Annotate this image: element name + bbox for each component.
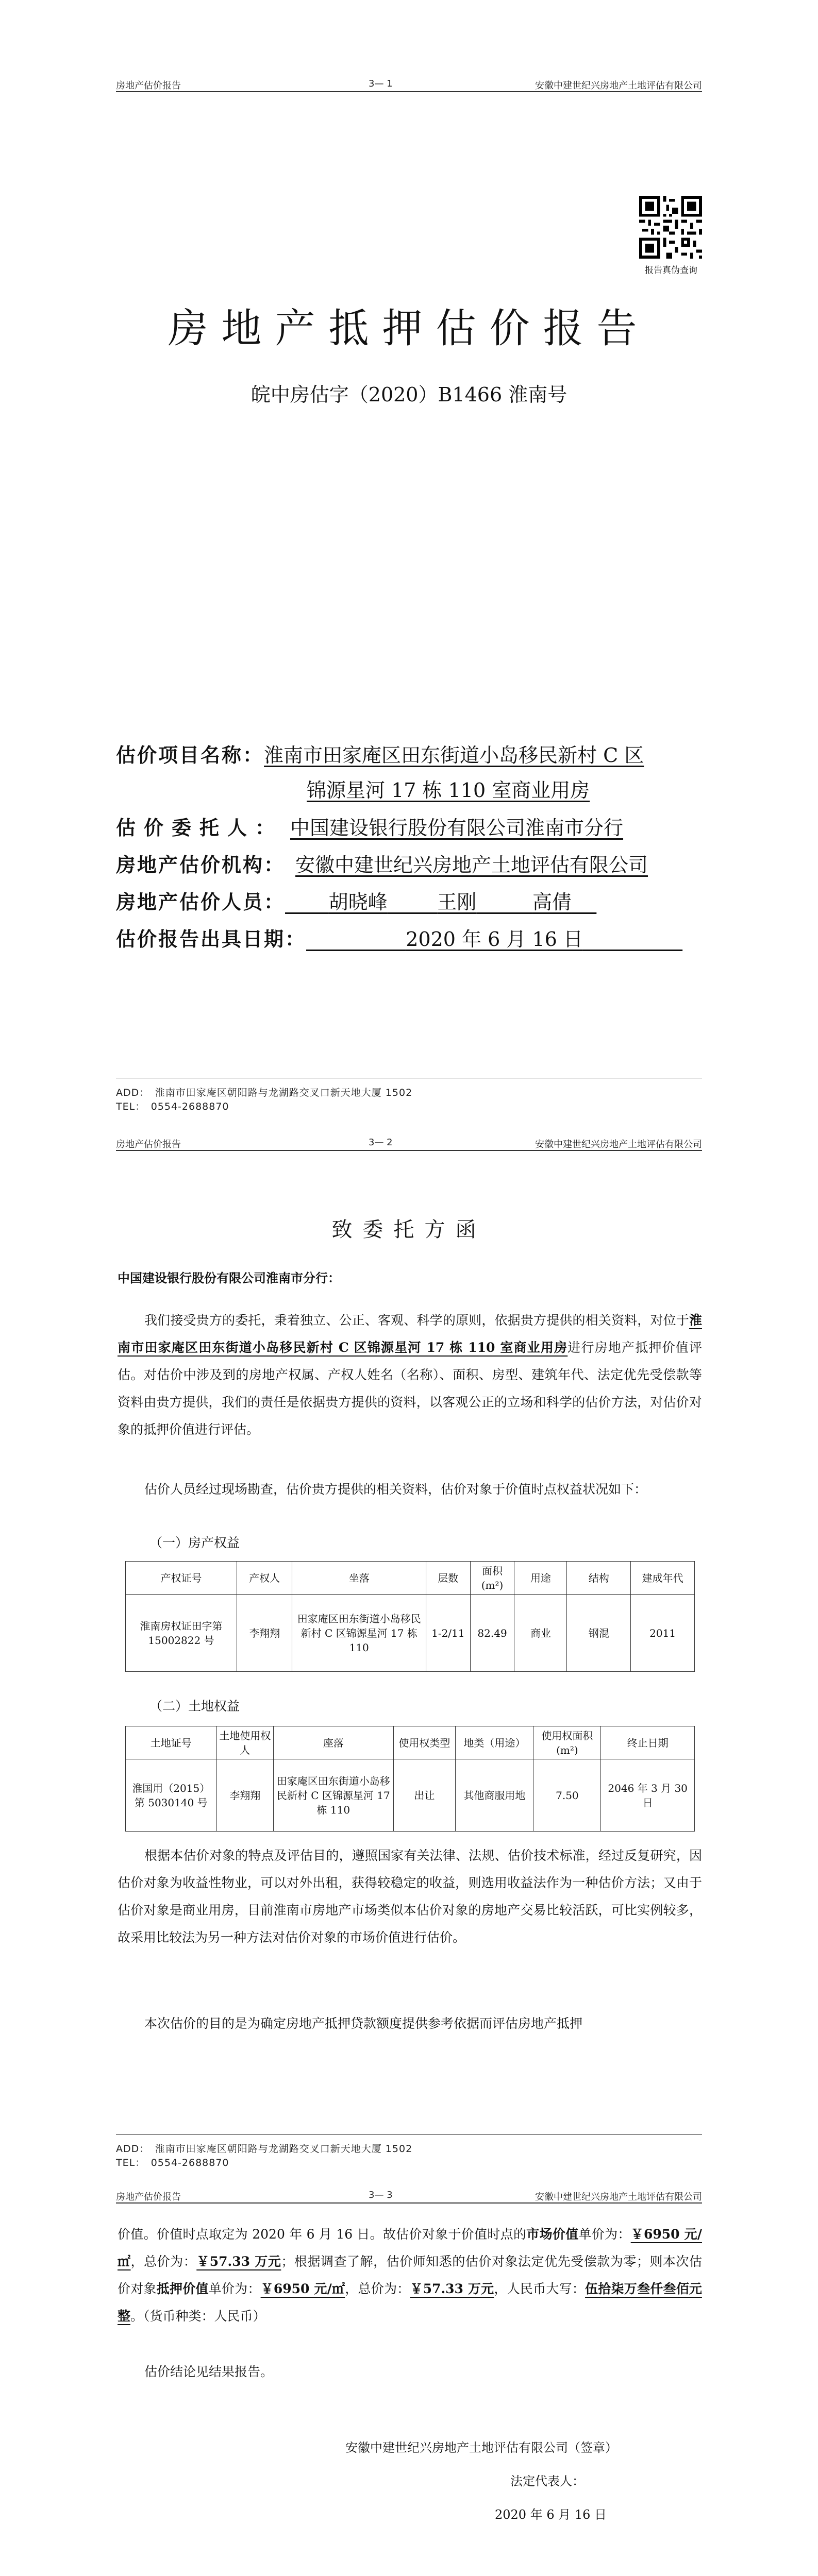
p5-market-value-label: 市场价值 bbox=[526, 2227, 579, 2242]
client-label: 估价委托人： bbox=[116, 817, 283, 839]
report-number: 皖中房估字（2020）B1466 淮南号 bbox=[251, 383, 567, 406]
table-cell: 2046 年 3 月 30 日 bbox=[601, 1759, 695, 1832]
footer-address: ADD： 淮南市田家庵区朝阳路与龙湖路交叉口新天地大厦 1502 bbox=[116, 2143, 413, 2155]
header-right: 安徽中建世纪兴房地产土地评估有限公司 bbox=[535, 80, 702, 91]
table-cell: 商业 bbox=[514, 1595, 567, 1672]
project-name-row bbox=[116, 739, 644, 768]
table-header-cell: 使用权面积(m²) bbox=[533, 1726, 601, 1759]
header-rule bbox=[116, 1150, 702, 1151]
agency-label: 房地产估价机构： bbox=[116, 854, 286, 876]
report-title: 房地产抵押估价报告 bbox=[168, 306, 650, 352]
footer-rule bbox=[116, 2134, 702, 2135]
header-right: 安徽中建世纪兴房地产土地评估有限公司 bbox=[535, 1139, 702, 1150]
table-cell: 2011 bbox=[631, 1595, 695, 1672]
header-page-number: 3— 1 bbox=[369, 78, 393, 89]
p1-property-address: 淮南市田家庵区田东街道小岛移民新村 C 区锦源星河 17 栋 110 室商业用房 bbox=[118, 1313, 702, 1355]
appraisers-label: 房地产估价人员： bbox=[116, 891, 286, 913]
p5-mortgage-unit-price: ￥6950 元/㎡ bbox=[260, 2281, 345, 2296]
land-rights-table bbox=[125, 1726, 695, 1832]
table-header-cell: 土地使用权人 bbox=[216, 1726, 274, 1759]
header-left: 房地产估价报告 bbox=[116, 1139, 181, 1150]
p5-text: 价值。价值时点取定为 2020 年 6 月 16 日。故估价对象于价值时点的 bbox=[118, 2227, 527, 2242]
land-heading: （二）土地权益 bbox=[149, 1699, 240, 1714]
table-cell: 钢混 bbox=[567, 1595, 631, 1672]
table-header-row bbox=[126, 1562, 695, 1595]
footer-tel: TEL： 0554-2688870 bbox=[116, 2157, 229, 2168]
appraiser-2: 王刚 bbox=[437, 891, 477, 913]
table-header-cell: 层数 bbox=[426, 1562, 470, 1595]
appraiser-1: 胡晓峰 bbox=[328, 891, 388, 913]
footer bbox=[116, 1086, 412, 1114]
table-header-cell: 结构 bbox=[567, 1562, 631, 1595]
table-cell: 淮南房权证田字第 15002822 号 bbox=[126, 1595, 237, 1672]
table-cell: 其他商服用地 bbox=[456, 1759, 533, 1832]
p5-text: ，人民币大写： bbox=[494, 2281, 586, 2296]
table-row bbox=[126, 1595, 695, 1672]
footer-address: ADD： 淮南市田家庵区朝阳路与龙湖路交叉口新天地大厦 1502 bbox=[116, 1087, 413, 1098]
header-left: 房地产估价报告 bbox=[116, 2192, 181, 2202]
table-header-row bbox=[126, 1726, 695, 1759]
table-cell: 李翔翔 bbox=[216, 1759, 274, 1832]
p5-text: ；根据调查了解，估价师知悉的估价对象法定优先受偿款为零；则本次估价对象 bbox=[118, 2254, 702, 2296]
table-header-cell: 座落 bbox=[274, 1726, 393, 1759]
signature-representative: 法定代表人： bbox=[510, 2474, 585, 2488]
agency-value: 安徽中建世纪兴房地产土地评估有限公司 bbox=[295, 854, 648, 876]
signature-company: 安徽中建世纪兴房地产土地评估有限公司（签章） bbox=[345, 2441, 617, 2455]
p5-mortgage-total-price: ￥57.33 万元 bbox=[410, 2281, 494, 2296]
header-page-number: 3— 3 bbox=[369, 2190, 393, 2200]
project-name-value: 淮南市田家庵区田东街道小岛移民新村 C 区 bbox=[264, 744, 644, 767]
table-header-cell: 地类（用途） bbox=[456, 1726, 533, 1759]
appraiser-3: 高倩 bbox=[532, 891, 572, 913]
table-header-cell: 土地证号 bbox=[126, 1726, 217, 1759]
footer bbox=[116, 2142, 412, 2170]
letter-paragraph-3: 根据本估价对象的特点及评估目的，遵照国家有关法律、法规、估价技术标准，经过反复研究，因估价对象为收益性物业，可以对外出租，获得较稳定的收益，则选用收益法作为一种估价方法；又由于估价对象是商业用房，目前淮南市房地产市场类似本估价对象的房地产交易比较活跃，可比实例较多，故采用比较法为另一种方法对估价对象的市场价值进行估价。 bbox=[118, 1848, 702, 1945]
footer-tel: TEL： 0554-2688870 bbox=[116, 1101, 229, 1112]
letter-paragraph-5 bbox=[118, 2221, 702, 2330]
project-name-label: 估价项目名称： bbox=[116, 744, 264, 767]
letter-addressee: 中国建设银行股份有限公司淮南市分行： bbox=[118, 1271, 340, 1285]
table-cell: 李翔翔 bbox=[237, 1595, 292, 1672]
table-header-cell: 产权人 bbox=[237, 1562, 292, 1595]
table-row bbox=[126, 1759, 695, 1832]
house-heading: （一）房产权益 bbox=[149, 1535, 240, 1550]
client-row bbox=[116, 812, 623, 840]
project-name-row-2 bbox=[307, 774, 590, 803]
p5-text: 单价为： bbox=[578, 2227, 631, 2242]
p1-text-a: 我们接受贵方的委托，秉着独立、公正、客观、科学的原则，依据贵方提供的相关资料，对位于 bbox=[144, 1313, 689, 1328]
p5-amount-in-words: 伍拾柒万叁仟叁佰元整 bbox=[118, 2281, 702, 2324]
table-cell: 出让 bbox=[393, 1759, 456, 1832]
letter-paragraph-2: 估价人员经过现场勘查，估价贵方提供的相关资料，估价对象于价值时点权益状况如下： bbox=[144, 1482, 647, 1497]
table-header-cell: 终止日期 bbox=[601, 1726, 695, 1759]
p5-market-unit-price: ￥6950 元/㎡ bbox=[118, 2227, 702, 2269]
table-cell: 田家庵区田东街道小岛移民新村 C 区锦源星河 17 栋 110 bbox=[292, 1595, 426, 1672]
table-cell: 田家庵区田东街道小岛移民新村 C 区锦源星河 17 栋 110 bbox=[274, 1759, 393, 1832]
letter-paragraph-4: 本次估价的目的是为确定房地产抵押贷款额度提供参考依据而评估房地产抵押 bbox=[144, 2016, 583, 2031]
header-rule bbox=[116, 91, 702, 92]
date-value: 2020 年 6 月 16 日 bbox=[406, 928, 583, 951]
header-page-number: 3— 2 bbox=[369, 1137, 393, 1148]
p5-text: ，总价为： bbox=[345, 2281, 410, 2296]
p1-text-c: 进行房地产抵押价值评估。对估价中涉及到的房地产权属、产权人姓名（名称）、面积、房型、建筑年代、法定优先受偿款等资料由贵方提供，我们的责任是依据贵方提供的资料，以客观公正的立场和科学的估价方法，对估价对象的抵押价值进行评估。 bbox=[118, 1340, 702, 1437]
table-cell: 82.49 bbox=[470, 1595, 514, 1672]
p5-market-total-price: ￥57.33 万元 bbox=[196, 2254, 281, 2269]
p5-mortgage-value-label: 抵押价值 bbox=[156, 2281, 209, 2296]
table-header-cell: 使用权类型 bbox=[393, 1726, 456, 1759]
house-rights-table bbox=[125, 1561, 695, 1672]
header-rule bbox=[116, 2202, 702, 2204]
table-cell: 1-2/11 bbox=[426, 1595, 470, 1672]
letter-paragraph-6: 估价结论见结果报告。 bbox=[144, 2364, 274, 2379]
header-left: 房地产估价报告 bbox=[116, 80, 181, 91]
qr-code-icon[interactable] bbox=[639, 196, 702, 259]
date-label: 估价报告出具日期： bbox=[116, 928, 307, 951]
qr-caption: 报告真伪查询 bbox=[645, 265, 697, 276]
letter-paragraph-1 bbox=[118, 1307, 702, 1443]
p5-text: 。（货币种类：人民币） bbox=[130, 2309, 266, 2324]
header-right: 安徽中建世纪兴房地产土地评估有限公司 bbox=[535, 2192, 702, 2202]
agency-row bbox=[116, 849, 648, 877]
table-header-cell: 建成年代 bbox=[631, 1562, 695, 1595]
p5-text: ，总价为： bbox=[130, 2254, 197, 2269]
table-cell: 7.50 bbox=[533, 1759, 601, 1832]
table-cell: 淮国用（2015）第 5030140 号 bbox=[126, 1759, 217, 1832]
table-header-cell: 坐落 bbox=[292, 1562, 426, 1595]
letter-title: 致委托方函 bbox=[331, 1218, 487, 1242]
client-value: 中国建设银行股份有限公司淮南市分行 bbox=[290, 817, 624, 839]
table-header-cell: 产权证号 bbox=[126, 1562, 237, 1595]
table-header-cell: 面积(m²) bbox=[470, 1562, 514, 1595]
table-header-cell: 用途 bbox=[514, 1562, 567, 1595]
project-name-value-2: 锦源星河 17 栋 110 室商业用房 bbox=[307, 779, 590, 802]
p5-text: 单价为： bbox=[208, 2281, 261, 2296]
signature-date: 2020 年 6 月 16 日 bbox=[495, 2507, 607, 2522]
appraisers-row bbox=[116, 886, 596, 914]
date-row bbox=[116, 923, 682, 952]
